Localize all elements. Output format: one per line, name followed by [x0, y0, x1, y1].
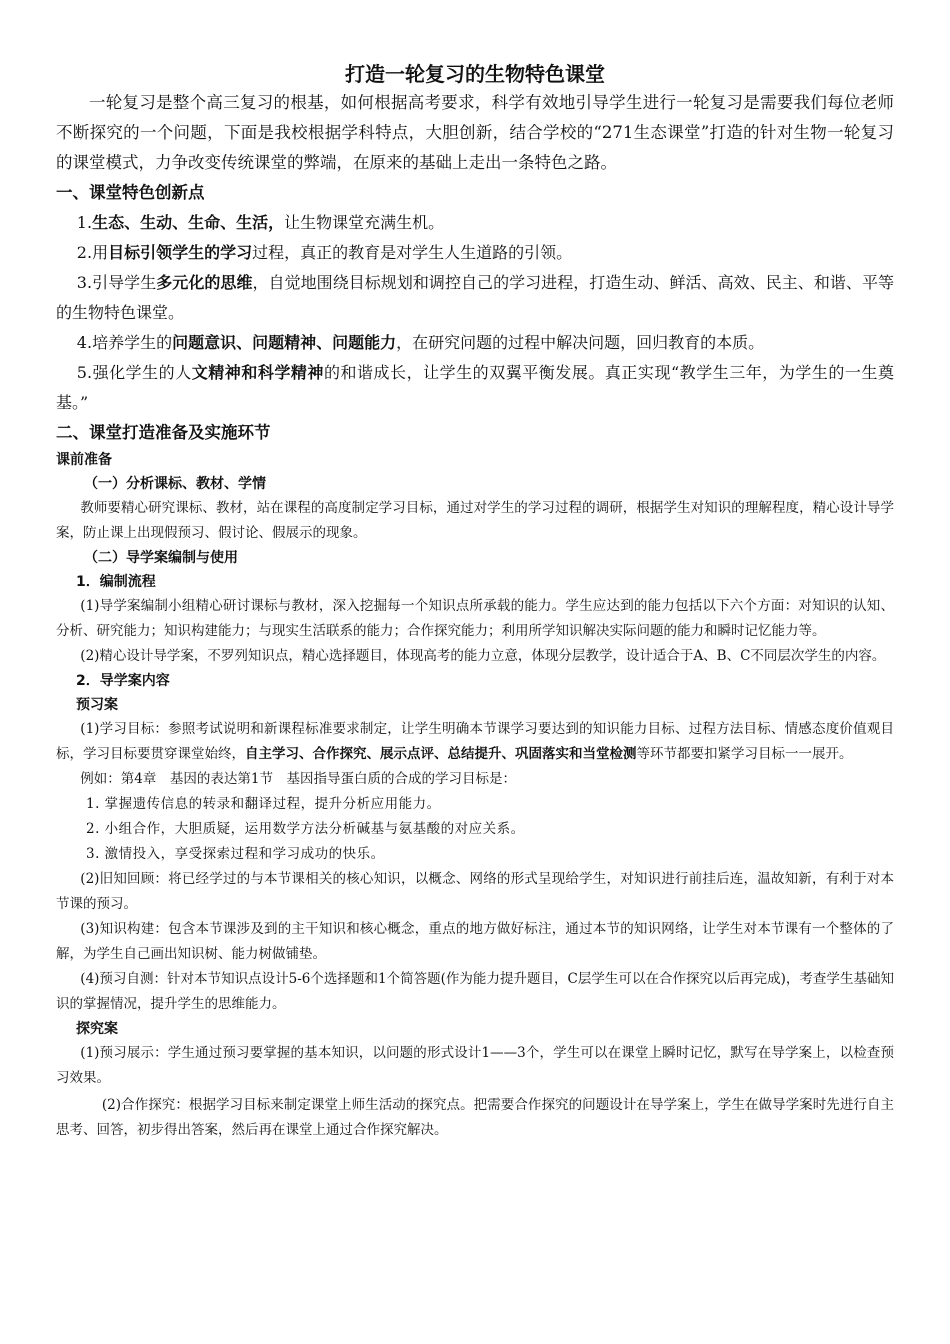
sub1-heading: （一）分析课标、教材、学情 [84, 476, 266, 492]
feature-item-3: 3.引导学生多元化的思维，自觉地围绕目标规划和调控自己的学习进程，打造生动、鲜活、高效、民主、和谐、平等的生物特色课堂。 [56, 273, 894, 322]
feature-item-4: 4.培养学生的问题意识、问题精神、问题能力，在研究问题的过程中解决问题，回归教育的本质。 [76, 333, 765, 352]
flow-paragraph-2: (2)精心设计导学案，不罗列知识点，精心选择题目，体现高考的能力立意，体现分层教学，设计适合于A、B、C不同层次学生的内容。 [80, 648, 886, 664]
feature-item-2: 2.用目标引领学生的学习过程，真正的教育是对学生人生道路的引领。 [76, 243, 573, 262]
section-2-heading: 二、课堂打造准备及实施环节 [56, 423, 271, 442]
preview-paragraph-4: (4)预习自测：针对本节知识点设计5-6个选择题和1个简答题(作为能力提升题目，C层学生可以在合作探究以后再完成)，考查学生基础知识的掌握情况，提升学生的思维能力。 [56, 971, 894, 1012]
feature-item-1: 1.生态、生动、生命、生活，让生物课堂充满生机。 [76, 213, 445, 232]
intro-paragraph: 一轮复习是整个高三复习的根基，如何根据高考要求，科学有效地引导学生进行一轮复习是需要我们每位老师不断探究的一个问题，下面是我校根据学科特点，大胆创新，结合学校的“271生态课堂”打造的针对生物一轮复习的课堂模式，力争改变传统课堂的弊端，在原来的基础上走出一条特色之路。 [56, 93, 894, 172]
document-page [56, 60, 894, 1143]
content-heading: 2．导学案内容 [76, 673, 170, 689]
goal-item: 1. 掌握遗传信息的转录和翻译过程，提升分析应用能力。 [86, 796, 441, 812]
section-1-heading: 一、课堂特色创新点 [56, 183, 205, 202]
explore-paragraph-1: (1)预习展示：学生通过预习要掌握的基本知识，以问题的形式设计1——3个，学生可以在课堂上瞬时记忆，默写在导学案上，以检查预习效果。 [56, 1045, 894, 1086]
goal-item: 2. 小组合作，大胆质疑，运用数学方法分析碱基与氨基酸的对应关系。 [86, 821, 525, 837]
preview-heading: 预习案 [76, 697, 118, 713]
prep-heading: 课前准备 [56, 452, 112, 468]
explore-heading: 探究案 [76, 1021, 118, 1037]
goal-item: 3. 激情投入，享受探索过程和学习成功的快乐。 [86, 846, 385, 862]
explore-paragraph-2: (2)合作探究：根据学习目标来制定课堂上师生活动的探究点。把需要合作探究的问题设计在导学案上，学生在做导学案时先进行自主思考、回答，初步得出答案，然后再在课堂上通过合作探究解决。 [56, 1097, 894, 1138]
example-line: 例如：第4章 基因的表达第1节 基因指导蛋白质的合成的学习目标是： [80, 771, 516, 787]
sub1-paragraph: 教师要精心研究课标、教材，站在课程的高度制定学习目标，通过对学生的学习过程的调研，根据学生对知识的理解程度，精心设计导学案，防止课上出现假预习、假讨论、假展示的现象。 [56, 500, 894, 541]
preview-paragraph-2: (2)旧知回顾：将已经学过的与本节课相关的核心知识，以概念、网络的形式呈现给学生，对知识进行前挂后连，温故知新，有利于对本节课的预习。 [56, 871, 894, 912]
flow-paragraph-1: (1)导学案编制小组精心研讨课标与教材，深入挖掘每一个知识点所承载的能力。学生应达到的能力包括以下六个方面：对知识的认知、分析、研究能力；知识构建能力；与现实生活联系的能力；合作探究能力；利用所学知识解决实际问题的能力和瞬时记忆能力等。 [56, 598, 894, 639]
document-title: 打造一轮复习的生物特色课堂 [345, 62, 605, 86]
sub2-heading: （二）导学案编制与使用 [84, 550, 238, 566]
feature-item-5: 5.强化学生的人文精神和科学精神的和谐成长，让学生的双翼平衡发展。真正实现“教学生三年，为学生的一生奠基。” [56, 363, 894, 412]
preview-paragraph-1: (1)学习目标：参照考试说明和新课程标准要求制定，让学生明确本节课学习要达到的知识能力目标、过程方法目标、情感态度价值观目标，学习目标要贯穿课堂始终，自主学习、合作探究、展示点评、总结提升、巩固落实和当堂检测等环节都要扣紧学习目标一一展开。 [56, 721, 894, 762]
preview-paragraph-3: (3)知识构建：包含本节课涉及到的主干知识和核心概念，重点的地方做好标注，通过本节的知识网络，让学生对本节课有一个整体的了解，为学生自己画出知识树、能力树做铺垫。 [56, 921, 894, 962]
flow-heading: 1．编制流程 [76, 574, 156, 590]
